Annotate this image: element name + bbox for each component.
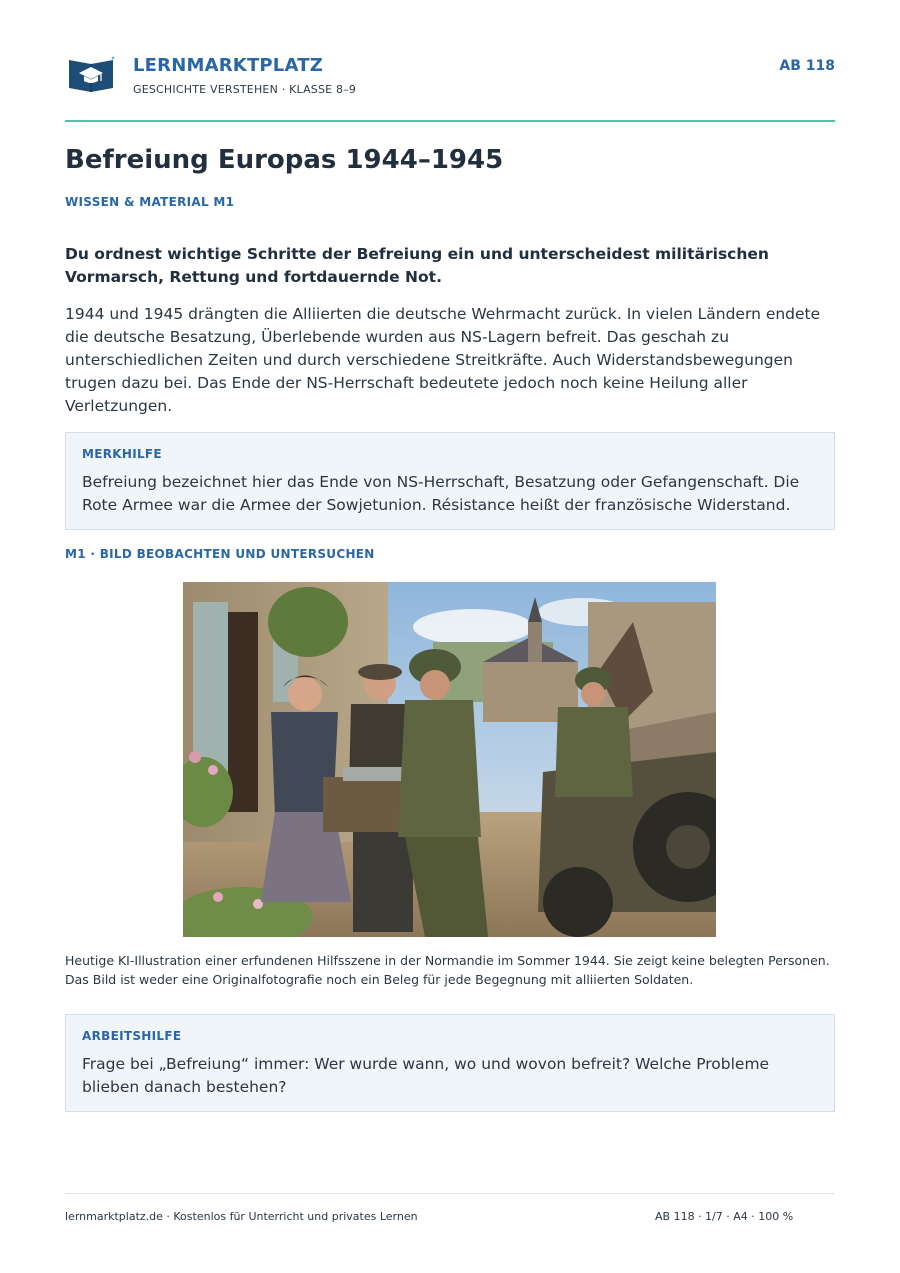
page-header [65,50,835,120]
footer-site: lernmarktplatz.de · Kostenlos für Unterricht und privates Lernen [65,1210,418,1223]
arbeitshilfe-label: ARBEITSHILFE [82,1029,182,1043]
lead-paragraph: Du ordnest wichtige Schritte der Befreiung ein und unterscheidest militärischen Vormarsch, Rettung und fortdauernde Not. [65,245,769,286]
header-divider [65,120,835,122]
merkhilfe-label: MERKHILFE [82,447,162,461]
arbeitshilfe-box [65,1014,835,1112]
merkhilfe-text: Befreiung bezeichnet hier das Ende von NS-Herrschaft, Besatzung oder Gefangenschaft. Die Rote Armee war die Armee der Sowjetunion. Résistance heißt der französische Widerstand. [82,473,800,514]
image-caption: Heutige KI-Illustration einer erfundenen Hilfsszene in der Normandie im Sommer 1944. Sie zeigt keine belegten Personen. Das Bild ist weder eine Originalfotografie noch ein Beleg für jede Begegnung mit alliierten Soldaten. [65,953,830,987]
brand-subtitle: GESCHICHTE VERSTEHEN · KLASSE 8–9 [133,83,357,96]
material-label: M1 · BILD BEOBACHTEN UND UNTERSUCHEN [65,547,375,561]
arbeitshilfe-text: Frage bei „Befreiung“ immer: Wer wurde wann, wo und wovon befreit? Welche Probleme blieben danach bestehen? [82,1055,770,1096]
body-paragraph: 1944 und 1945 drängten die Alliierten die deutsche Wehrmacht zurück. In vielen Ländern endete die deutsche Besatzung, Überlebende wurden aus NS-Lagern befreit. Das geschah zu unterschiedlichen Zeiten und durch verschiedene Streitkräfte. Auch Widerstandsbewegungen trugen dazu bei. Das Ende der NS-Herrschaft bedeutete jedoch noch keine Heilung aller Verletzungen. [65,305,821,415]
page-title: Befreiung Europas 1944–1945 [65,145,504,175]
section-kicker: WISSEN & MATERIAL M1 [65,195,235,209]
sheet-number: AB 118 [779,58,835,74]
footer-divider [65,1193,835,1194]
graduation-cap-book-icon [67,54,115,94]
illustration-image [183,582,716,937]
merkhilfe-box [65,432,835,530]
brand-name: LERNMARKTPLATZ [133,55,323,76]
footer-page-info: AB 118 · 1/7 · A4 · 100 % [655,1210,794,1223]
